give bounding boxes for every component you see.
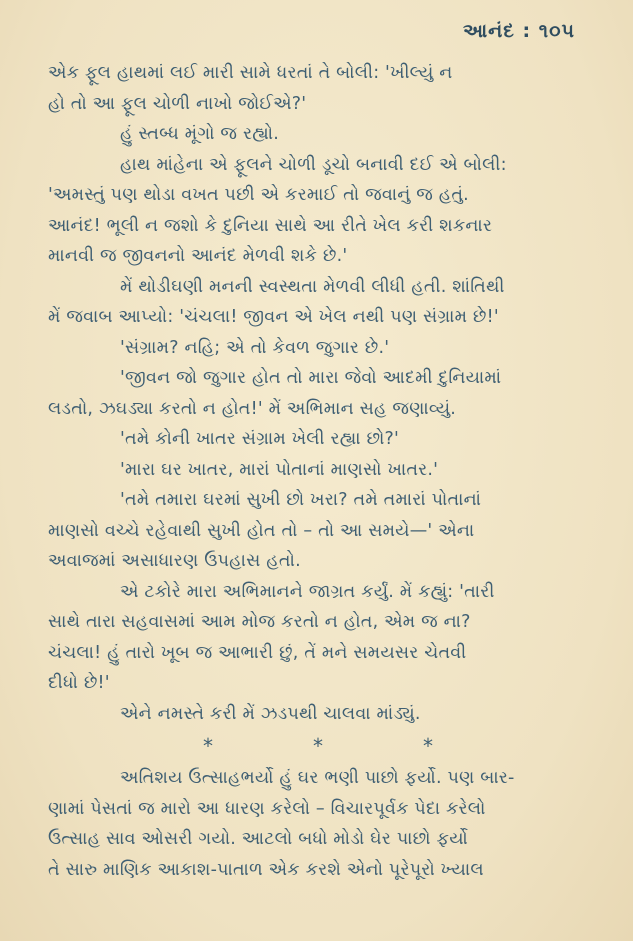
- text-line: એ ટકોરે મારા અભિમાનને જાગ્રત કર્યું. મેં કહ્યું: 'તારી: [120, 581, 495, 602]
- text-line: આનંદ! ભૂલી ન જશો કે દુનિયા સાથે આ રીતે ખેલ કરી શકનાર: [48, 215, 493, 236]
- text-line: અવાજમાં અસાધારણ ઉપહાસ હતો.: [48, 551, 301, 571]
- text-line: અતિશય ઉત્સાહભર્યો હું ઘર ભણી પાછો ફર્યો. પણ બાર-: [120, 768, 515, 788]
- page-body: [48, 58, 588, 885]
- text-line: સાથે તારા સહવાસમાં આમ મોજ કરતો ન હોત, એમ જ ના?: [48, 612, 471, 632]
- separator-star: *: [203, 734, 213, 758]
- text-line: એક ફૂલ હાથમાં લઈ મારી સામે ધરતાં તે બોલી: 'ખીલ્યું ન: [48, 63, 453, 83]
- text-line: હું સ્તબ્ધ મૂંગો જ રહ્યો.: [120, 124, 280, 144]
- separator-star: *: [313, 734, 323, 758]
- text-line: તે સારુ માણિક આકાશ-પાતાળ એક કરશે એનો પૂરેપૂરો ખ્યાલ: [48, 859, 484, 880]
- text-line: ઉત્સાહ સાવ ઓસરી ગયો. આટલો બધો મોડો ઘેર પાછો ફર્યો: [48, 829, 468, 849]
- text-line: 'તમે તમારા ઘરમાં સુખી છો ખરા? તમે તમારાં પોતાનાં: [120, 490, 482, 510]
- section-separator: [48, 729, 588, 763]
- text-line: માણસો વચ્ચે રહેવાથી સુખી હોત તો – તો આ સમયે—' એના: [48, 520, 475, 541]
- text-line: લડતો, ઝઘડ્યા કરતો ન હોત!' મેં અભિમાન સહ જણાવ્યું.: [48, 398, 457, 419]
- text-line: હો તો આ ફૂલ ચોળી નાખો જોઈએ?': [48, 93, 307, 114]
- text-line: 'તમે કોની ખાતર સંગ્રામ ખેલી રહ્યા છો?': [120, 429, 400, 449]
- text-line: માનવી જ જીવનનો આનંદ મેળવી શકે છે.': [48, 246, 348, 266]
- text-line: હાથ માંહેના એ ફૂલને ચોળી ડૂચો બનાવી દઈ એ બોલી:: [120, 154, 507, 175]
- text-line: 'અમસ્તું પણ થોડા વખત પછી એ કરમાઈ તો જવાનું જ હતું.: [48, 185, 469, 205]
- text-line: મેં જવાબ આપ્યો: 'ચંચલા! જીવન એ ખેલ નથી પણ સંગ્રામ છે!': [48, 307, 499, 327]
- separator-star: *: [423, 734, 433, 758]
- text-line: દીધો છે!': [48, 673, 110, 693]
- page-header: આનંદ : ૧૦૫: [462, 20, 575, 42]
- text-line: ચંચલા! હું તારો ખૂબ જ આભારી છું, તેં મને સમયસર ચેતવી: [48, 642, 467, 663]
- text-line: એને નમસ્તે કરી મેં ઝડપથી ચાલવા માંડ્યું.: [120, 703, 421, 724]
- text-block-after: [48, 763, 588, 885]
- text-line: 'જીવન જો જુગાર હોત તો મારા જેવો આદમી દુનિયામાં: [120, 368, 502, 388]
- text-line: 'મારા ઘર ખાતર, મારાં પોતાનાં માણસો ખાતર.': [120, 459, 439, 480]
- text-line: ણામાં પેસતાં જ મારો આ ધારણ કરેલો – વિચારપૂર્વક પેદા કરેલો: [48, 798, 486, 819]
- text-line: મેં થોડીઘણી મનની સ્વસ્થતા મેળવી લીધી હતી. શાંતિથી: [120, 276, 505, 297]
- text-line: 'સંગ્રામ? નહિ; એ તો કેવળ જુગાર છે.': [120, 337, 390, 358]
- text-block-main: [48, 58, 588, 729]
